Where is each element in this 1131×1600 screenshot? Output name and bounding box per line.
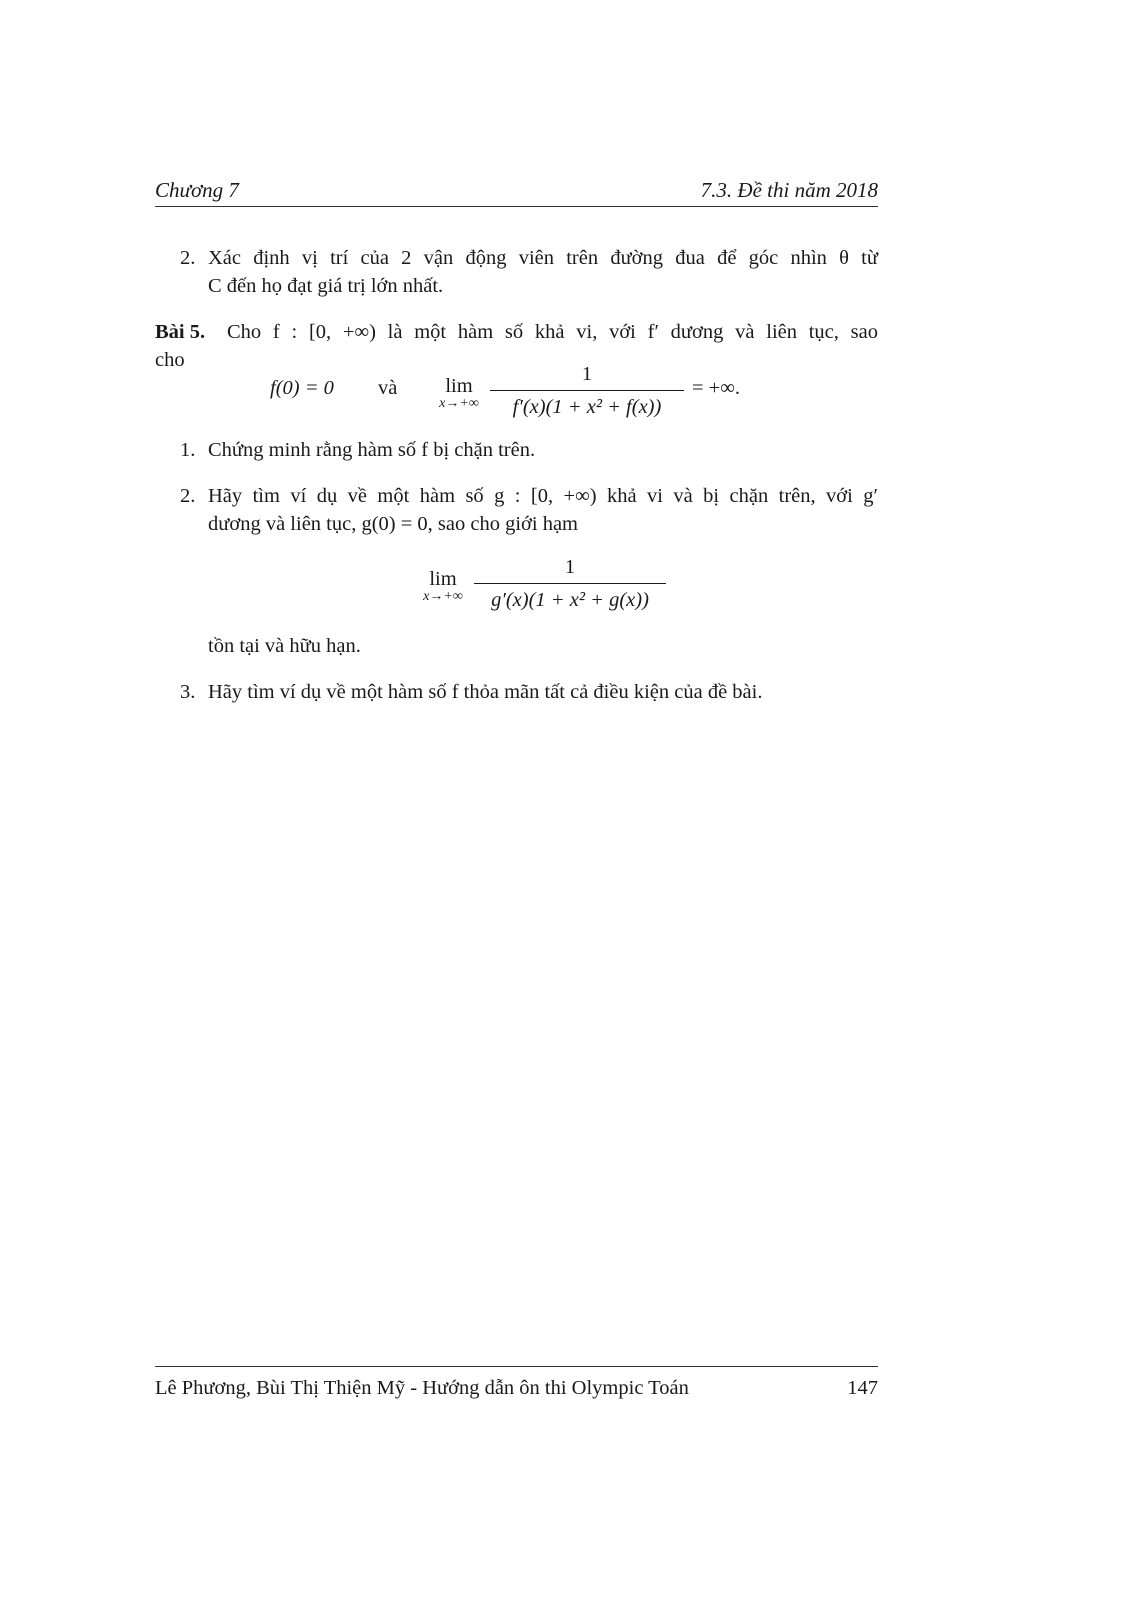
page-number: 147 bbox=[847, 1377, 878, 1399]
eq1-denominator: f′(x)(1 + x² + f(x)) bbox=[512, 396, 662, 418]
eq2-numerator: 1 bbox=[474, 553, 666, 584]
eq1-left: f(0) = 0 bbox=[270, 377, 334, 399]
item-2-number: 2. bbox=[180, 485, 196, 507]
eq2-lim-word: lim bbox=[429, 568, 457, 590]
section-label: 7.3. Đề thi năm 2018 bbox=[700, 178, 878, 202]
footer-authors: Lê Phương, Bùi Thị Thiện Mỹ - Hướng dẫn ôn thi Olympic Toán bbox=[155, 1377, 689, 1399]
eq1-lim-word: lim bbox=[445, 375, 473, 397]
eq2-denominator: g′(x)(1 + x² + g(x)) bbox=[491, 589, 649, 611]
prev-item-line1: Xác định vị trí của 2 vận động viên trên đường đua để góc nhìn θ từ bbox=[208, 247, 878, 269]
eq2-fraction bbox=[474, 553, 666, 614]
page-header bbox=[155, 176, 878, 207]
problem-line1: Cho f : [0, +∞) là một hàm số khả vi, với f′ dương và liên tục, sao bbox=[227, 321, 878, 343]
eq2-lim-sub: x→+∞ bbox=[423, 589, 463, 604]
eq2-limit bbox=[414, 568, 472, 604]
item-1-number: 1. bbox=[180, 439, 196, 461]
chapter-label: Chương 7 bbox=[155, 178, 239, 202]
item-3-number: 3. bbox=[180, 681, 196, 703]
eq1-limit bbox=[430, 375, 488, 411]
eq1-numerator: 1 bbox=[490, 360, 684, 391]
page-footer bbox=[155, 1366, 878, 1399]
eq1-fraction bbox=[490, 360, 684, 421]
eq1-right: = +∞. bbox=[692, 377, 740, 399]
item-2-after: tồn tại và hữu hạn. bbox=[208, 635, 361, 657]
item-2-line2: dương và liên tục, g(0) = 0, sao cho giới hạm bbox=[208, 513, 579, 535]
problem-label: Bài 5. bbox=[155, 321, 206, 343]
eq1-and: và bbox=[378, 377, 398, 399]
prev-item-number: 2. bbox=[180, 247, 196, 269]
problem-line2: cho bbox=[155, 349, 185, 371]
prev-item-line2: C đến họ đạt giá trị lớn nhất. bbox=[208, 275, 444, 297]
item-1-text: Chứng minh rằng hàm số f bị chặn trên. bbox=[208, 439, 536, 461]
eq1-lim-sub: x→+∞ bbox=[439, 396, 479, 411]
item-3-text: Hãy tìm ví dụ về một hàm số f thỏa mãn tất cả điều kiện của đề bài. bbox=[208, 681, 763, 703]
item-2-line1: Hãy tìm ví dụ về một hàm số g : [0, +∞) khả vi và bị chặn trên, với g′ bbox=[208, 485, 878, 507]
